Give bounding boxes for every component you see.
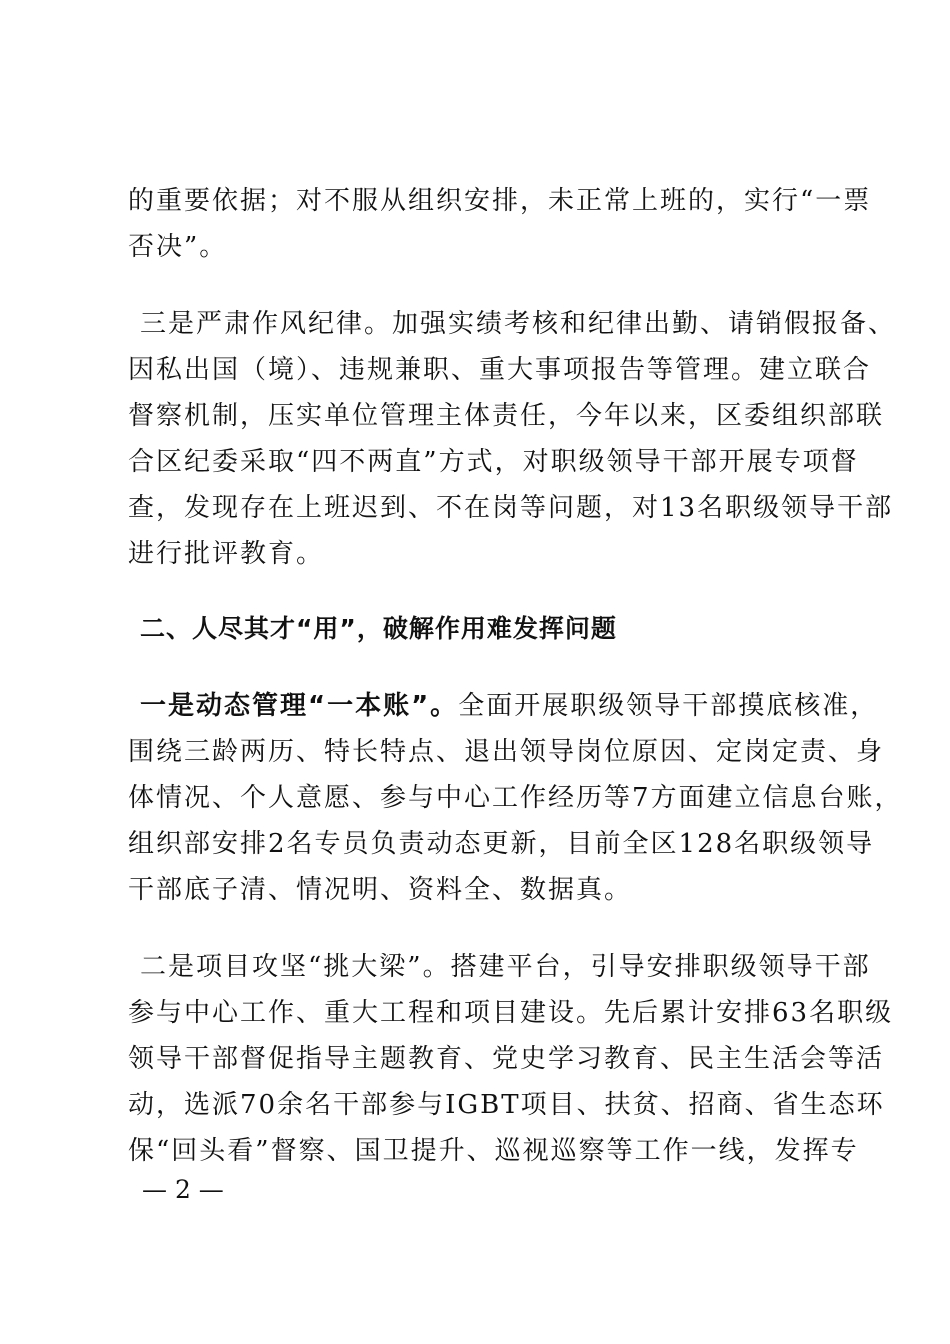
text-line: 动，选派70余名干部参与IGBT项目、扶贫、招商、省生态环: [128, 1090, 885, 1120]
paragraph-lead: 一是动态管理“一本账”。: [140, 691, 459, 721]
text-line: 组织部安排2名专员负责动态更新，目前全区128名职级领导: [128, 829, 875, 859]
text-line: 查，发现存在上班迟到、不在岗等问题，对13名职级领导干部: [128, 493, 894, 523]
text-line: 体情况、个人意愿、参与中心工作经历等7方面建立信息台账，: [128, 783, 903, 813]
text-line: 保“回头看”督察、国卫提升、巡视巡察等工作一线，发挥专: [128, 1136, 859, 1166]
paragraph-ledger: [128, 683, 903, 913]
text-line: [128, 683, 879, 729]
paragraph-continuation: [128, 178, 872, 270]
text-line: 参与中心工作、重大工程和项目建设。先后累计安排63名职级: [128, 998, 894, 1028]
page-number: — 2 —: [142, 1175, 224, 1204]
text-line: 合区纪委采取“四不两直”方式，对职级领导干部开展专项督: [128, 447, 859, 477]
text-fragment: 全面开展职级领导干部摸底核准，: [458, 691, 879, 721]
text-line: 二是项目攻坚“挑大梁”。搭建平台，引导安排职级领导干部: [140, 952, 871, 982]
text-line: 的重要依据；对不服从组织安排，未正常上班的，实行“一票: [128, 186, 872, 216]
text-line: 否决”。: [128, 232, 228, 262]
text-line: 督察机制，压实单位管理主体责任，今年以来，区委组织部联: [128, 401, 885, 431]
text-line: 领导干部督促指导主题教育、党史学习教育、民主生活会等活: [128, 1044, 885, 1074]
paragraph-discipline: [128, 301, 897, 577]
text-line: 三是严肃作风纪律。加强实绩考核和纪律出勤、请销假报备、: [140, 309, 897, 339]
text-line: 围绕三龄两历、特长特点、退出领导岗位原因、定岗定责、身: [128, 737, 885, 767]
text-line: 干部底子清、情况明、资料全、数据真。: [128, 875, 633, 905]
paragraph-projects: [128, 944, 894, 1174]
text-line: 因私出国（境）、违规兼职、重大事项报告等管理。建立联合: [128, 355, 872, 385]
text-line: 进行批评教育。: [128, 539, 325, 569]
section-heading: 二、人尽其才“用”，破解作用难发挥问题: [140, 614, 617, 643]
